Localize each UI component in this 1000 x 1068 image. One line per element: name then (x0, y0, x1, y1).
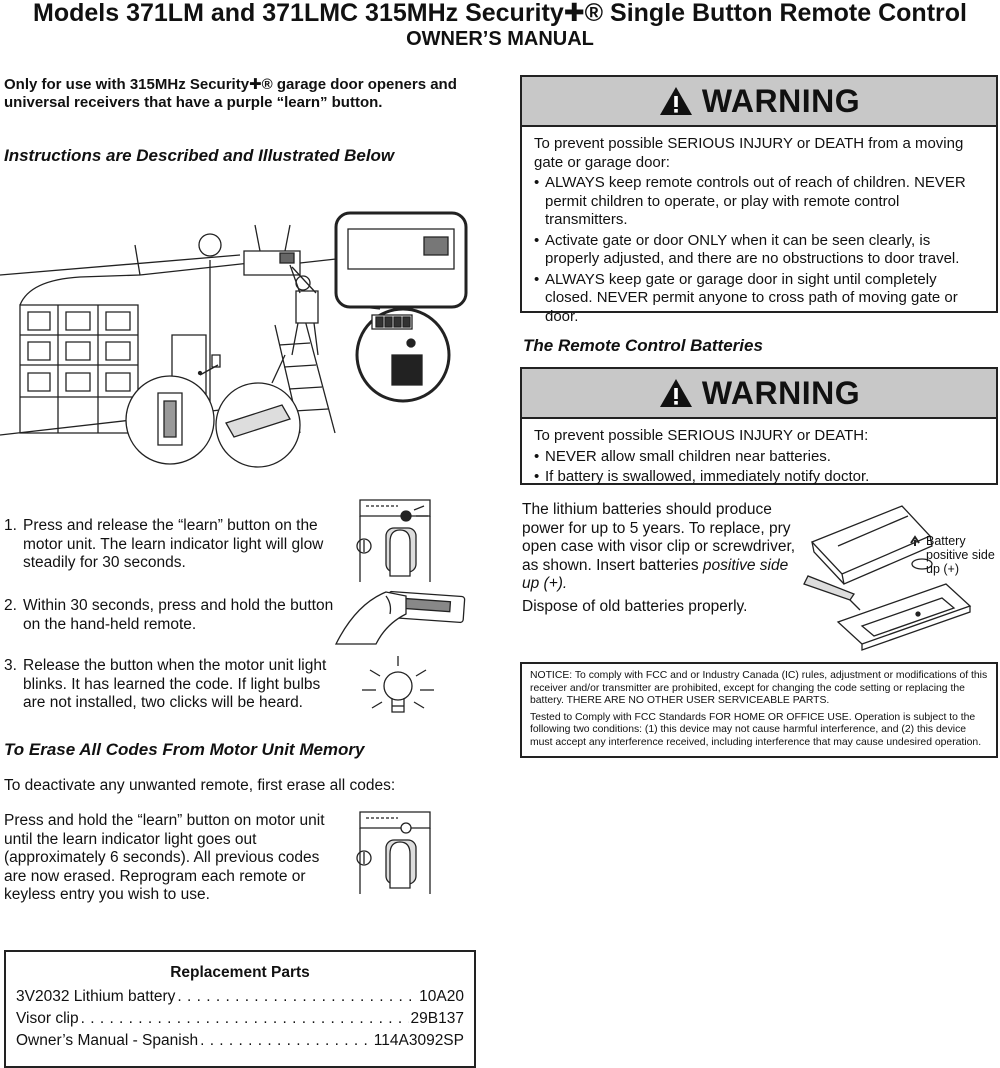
warning-box-moving-door (520, 75, 998, 325)
batteries-heading: The Remote Control Batteries (523, 336, 763, 355)
warning-bullet: • ALWAYS keep gate or garage door in sight until completely closed. NEVER permit anyone to cross path of moving gate or door. (534, 271, 984, 327)
warning-header (522, 369, 996, 419)
erase-heading: To Erase All Codes From Motor Unit Memory (4, 740, 365, 759)
warning-bullet: • Activate gate or door ONLY when it can be seen clearly, is properly adjusted, and there are no obstructions to door travel. (534, 232, 984, 269)
instructions-heading: Instructions are Described and Illustrated Below (4, 146, 395, 165)
warning-intro: To prevent possible SERIOUS INJURY or DEATH: (534, 427, 869, 444)
warning-bullet: • If battery is swallowed, immediately notify doctor. (534, 468, 984, 487)
battery-callout: Battery positive side up (+) (926, 534, 995, 576)
part-row: 3V2032 Lithium battery . . . 10A20 (16, 986, 464, 1008)
battery-instructions: The lithium batteries should produce power for up to 5 years. To replace, pry open case with visor clip or screwdriver, as shown. Insert batteries positive side up (+). (522, 501, 796, 592)
page-title: Models 371LM and 371LMC 315MHz Security✚® Single Button Remote Control (33, 0, 967, 27)
battery-replacement-illustration (798, 502, 998, 652)
warning-box-batteries (520, 367, 998, 485)
fcc-notice-p2: Tested to Comply with FCC Standards FOR HOME OR OFFICE USE. Operation is subject to the following two conditions: (1) this device may not cause harmful interference, and (2) this device must accept any interference received, including interference that may cause undesired operation. (530, 711, 982, 748)
learn-button-illustration-erase (350, 810, 440, 894)
part-row: Visor clip . . . 29B137 (16, 1008, 464, 1030)
light-bulb-icon (358, 656, 438, 724)
step-2-text: Within 30 seconds, press and hold the button on the hand-held remote. (23, 597, 334, 633)
warning-header (522, 77, 996, 127)
erase-intro: To deactivate any unwanted remote, first erase all codes: (4, 777, 396, 794)
fcc-notice-p1: NOTICE: To comply with FCC and or Industry Canada (IC) rules, adjustment or modifications of this receiver and/or transmitter are prohibited, except for changing the code setting or replacing the battery. THERE ARE NO OTHER USER SERVICEABLE PARTS. (530, 670, 988, 707)
learn-button-illustration (350, 498, 440, 582)
step-1: 1. Press and release the “learn” button on the motor unit. The learn indicator light will glow steadily for 30 seconds. (4, 517, 344, 573)
battery-dispose: Dispose of old batteries properly. (522, 598, 748, 615)
step-3: 3. Release the button when the motor unit light blinks. It has learned the code. If light bulbs are not installed, two clicks will be heard. (4, 657, 344, 713)
hand-remote-illustration (336, 584, 468, 654)
warning-bullet: • ALWAYS keep remote controls out of reach of children. NEVER permit children to operate, or play with remote control transmitters. (534, 174, 984, 230)
warning-triangle-icon (658, 377, 694, 409)
intro-text: Only for use with 315MHz Security✚® garage door openers and universal receivers that have a purple “learn” button. (4, 76, 457, 111)
warning-label: WARNING (701, 82, 861, 119)
erase-body: Press and hold the “learn” button on motor unit until the learn indicator light goes out (approximately 6 seconds). All previous codes are now erased. Reprogram each remote or keyless entry you wish to use. (4, 812, 325, 903)
warning-label: WARNING (701, 374, 861, 411)
step-1-text: Press and release the “learn” button on the motor unit. The learn indicator light will glow steadily for 30 seconds. (23, 517, 324, 571)
step-3-text: Release the button when the motor unit light blinks. It has learned the code. If light bulbs are not installed, two clicks will be heard. (23, 657, 327, 711)
part-row: Owner’s Manual - Spanish . . . 114A3092SP (16, 1030, 464, 1052)
fcc-notice (520, 662, 998, 758)
replacement-parts-heading: Replacement Parts (170, 964, 310, 981)
step-2: 2. Within 30 seconds, press and hold the button on the hand-held remote. (4, 597, 344, 634)
garage-scene-illustration (0, 205, 480, 475)
replacement-parts-box (4, 950, 476, 1068)
warning-intro: To prevent possible SERIOUS INJURY or DEATH from a moving gate or garage door: (534, 135, 964, 171)
warning-bullet: • NEVER allow small children near batteries. (534, 448, 984, 467)
page-subtitle: OWNER’S MANUAL (406, 28, 594, 50)
warning-triangle-icon (658, 85, 694, 117)
